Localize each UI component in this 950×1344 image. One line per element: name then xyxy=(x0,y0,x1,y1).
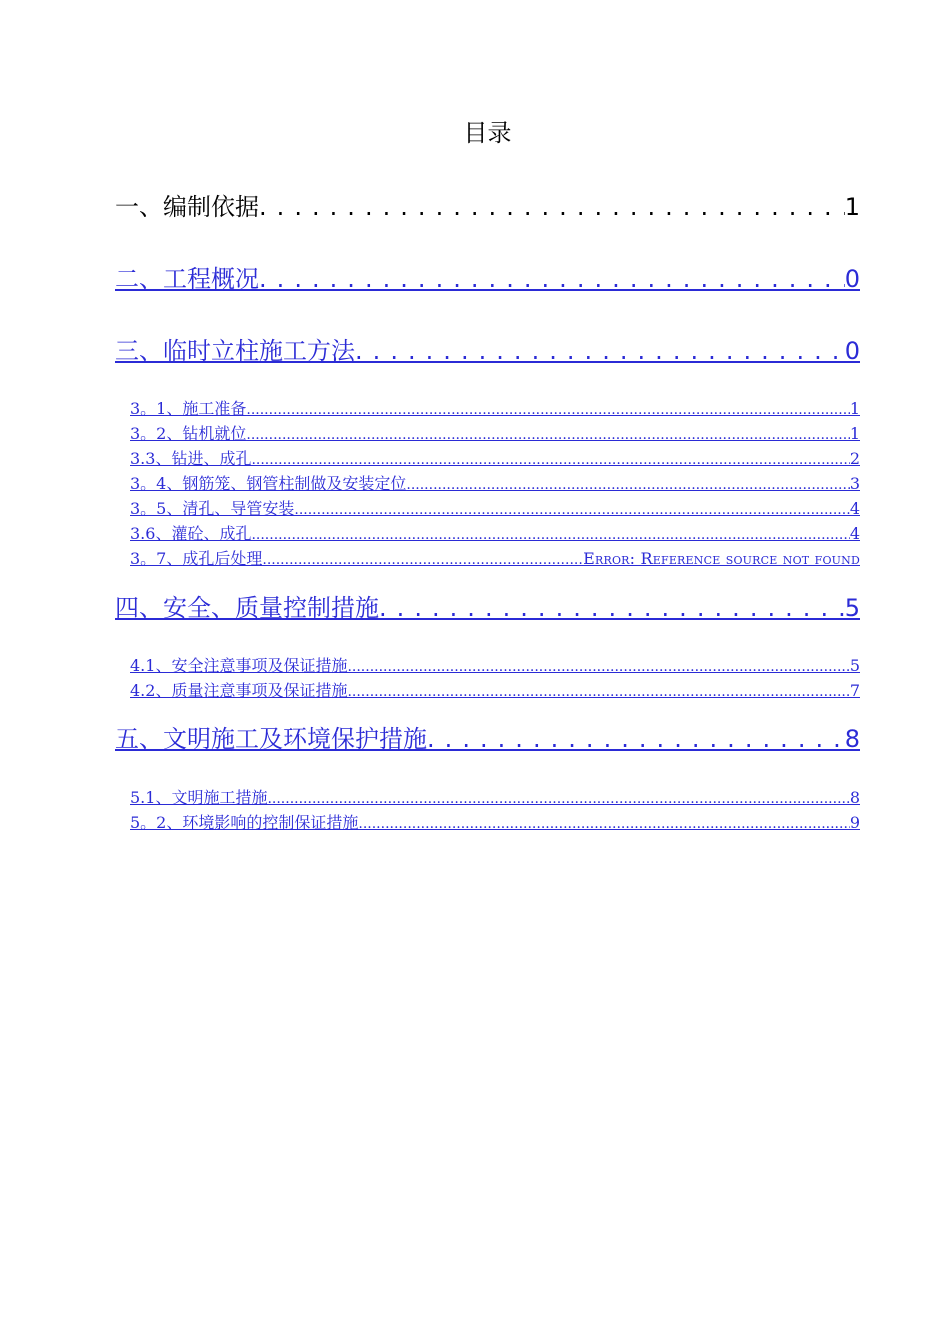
toc-entry-page: 1 xyxy=(849,399,860,418)
toc-entry-label: 3.3、钻进、成孔 xyxy=(130,449,252,468)
toc-entry-3-1[interactable] xyxy=(130,397,860,421)
toc-dot-leader xyxy=(259,190,845,224)
toc-entry-label: 3。2、钻机就位 xyxy=(130,424,247,443)
toc-title: 目录 xyxy=(463,119,512,147)
toc-entry-label: 3。7、成孔后处理 xyxy=(130,549,263,568)
toc-dot-leader xyxy=(267,787,849,811)
toc-entry-label: 3。4、钢筋笼、钢管柱制做及安装定位 xyxy=(130,474,407,493)
toc-entry-label: 4.2、质量注意事项及保证措施 xyxy=(130,681,348,700)
toc-dot-leader xyxy=(347,655,849,679)
toc-entry-3-6[interactable] xyxy=(130,522,860,546)
toc-entry-3-5[interactable] xyxy=(130,497,860,521)
toc-entry-5-1[interactable] xyxy=(130,786,860,810)
toc-entry-3-3[interactable] xyxy=(130,447,860,471)
toc-entry-page: 2 xyxy=(849,449,860,468)
toc-entry-label: 5.1、文明施工措施 xyxy=(130,788,268,807)
toc-entry-label: 3。1、施工准备 xyxy=(130,399,247,418)
toc-entry-label: 三、临时立柱施工方法 xyxy=(115,337,355,365)
toc-entry-page: 4 xyxy=(849,499,860,518)
toc-entry-label: 二、工程概况 xyxy=(115,265,259,293)
toc-entry-page: 7 xyxy=(849,681,860,700)
toc-dot-leader xyxy=(379,591,845,625)
toc-entry-page: 1 xyxy=(844,193,860,221)
toc-entry-section-1[interactable] xyxy=(115,190,860,224)
toc-dot-leader xyxy=(294,498,849,522)
toc-entry-page: 8 xyxy=(849,788,860,807)
toc-dot-leader xyxy=(251,523,849,547)
toc-entry-section-4[interactable] xyxy=(115,591,860,625)
toc-dot-leader xyxy=(246,423,849,447)
toc-entry-page: 8 xyxy=(844,725,860,753)
toc-entry-label: 3。5、清孔、导管安装 xyxy=(130,499,295,518)
toc-entry-label: 五、文明施工及环境保护措施 xyxy=(115,725,427,753)
toc-entry-section-2[interactable] xyxy=(115,262,860,296)
toc-entry-label: 一、编制依据 xyxy=(115,193,259,221)
toc-dot-leader xyxy=(251,448,849,472)
toc-entry-section-3[interactable] xyxy=(115,334,860,368)
toc-entry-page: 5 xyxy=(844,594,860,622)
toc-entry-label: 四、安全、质量控制措施 xyxy=(115,594,379,622)
toc-entry-page: 9 xyxy=(849,813,860,832)
toc-entry-3-7[interactable] xyxy=(130,547,860,571)
toc-dot-leader xyxy=(347,680,849,704)
toc-entry-label: 3.6、灌砼、成孔 xyxy=(130,524,252,543)
toc-dot-leader xyxy=(246,398,849,422)
toc-entry-3-2[interactable] xyxy=(130,422,860,446)
toc-entry-label: 5。2、环境影响的控制保证措施 xyxy=(130,813,359,832)
toc-dot-leader xyxy=(358,812,849,836)
toc-entry-page: 1 xyxy=(849,424,860,443)
toc-entry-page: 0 xyxy=(844,337,860,365)
toc-entry-section-5[interactable] xyxy=(115,722,860,756)
toc-dot-leader xyxy=(259,262,845,296)
toc-entry-page: 0 xyxy=(844,265,860,293)
toc-entry-3-4[interactable] xyxy=(130,472,860,496)
toc-entry-4-2[interactable] xyxy=(130,679,860,703)
toc-dot-leader xyxy=(355,334,845,368)
toc-entry-4-1[interactable] xyxy=(130,654,860,678)
toc-dot-leader xyxy=(262,548,583,572)
toc-entry-page: 4 xyxy=(849,524,860,543)
toc-dot-leader xyxy=(427,722,845,756)
toc-entry-5-2[interactable] xyxy=(130,811,860,835)
toc-entry-page: 3 xyxy=(849,474,860,493)
toc-entry-page: 5 xyxy=(849,656,860,675)
toc-entry-page-error: Error: Reference source not found xyxy=(583,549,860,568)
toc-dot-leader xyxy=(406,473,849,497)
toc-entry-label: 4.1、安全注意事项及保证措施 xyxy=(130,656,348,675)
